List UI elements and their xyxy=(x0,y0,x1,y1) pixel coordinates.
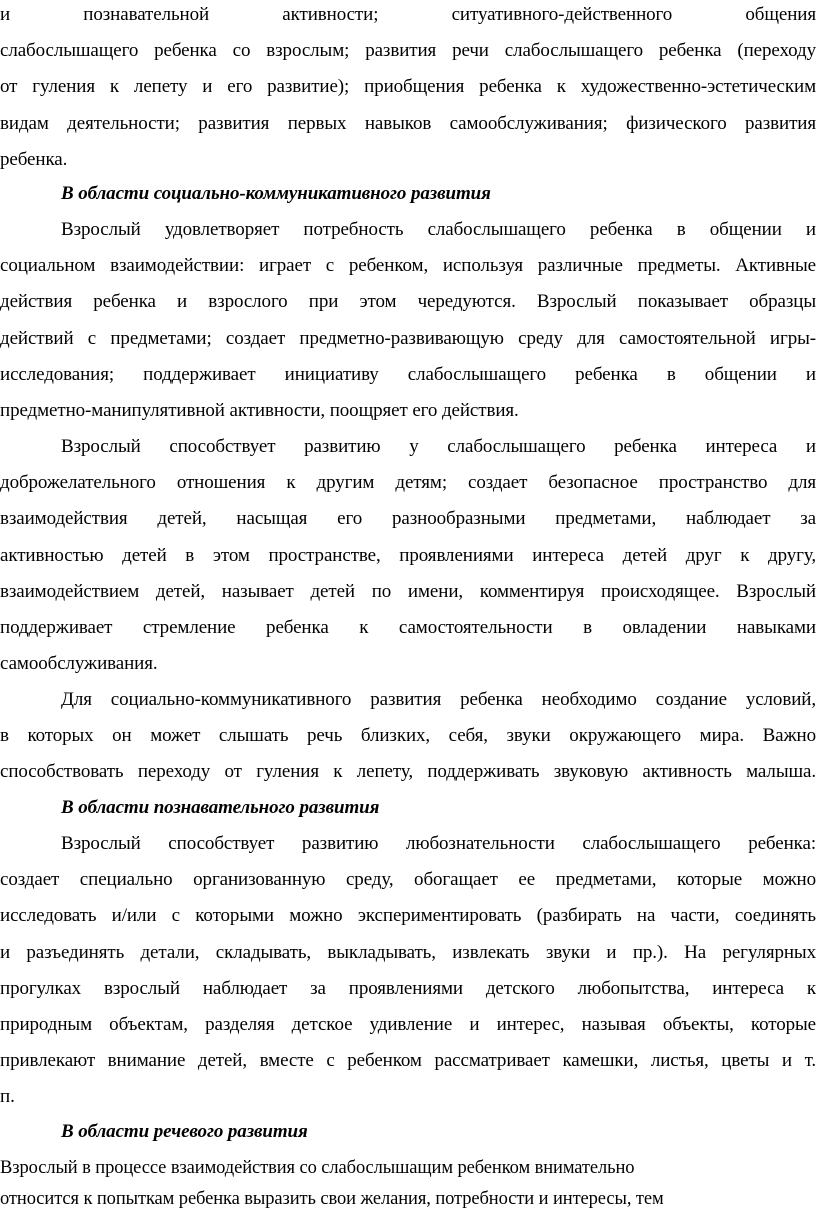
text-line: видам деятельности; развития первых навыков самообслуживания; физического развития xyxy=(0,112,816,134)
section-heading: В области познавательного развития xyxy=(61,797,380,818)
text-line: создает специально организованную среду, обогащает ее предметами, которые можно xyxy=(0,869,816,891)
text-line: доброжелательного отношения к другим детям; создает безопасное пространство для xyxy=(0,472,816,494)
paragraph-intro xyxy=(0,0,816,178)
section-heading: В области речевого развития xyxy=(61,1121,308,1142)
text-line: п. xyxy=(0,1086,15,1108)
text-line: Взрослый удовлетворяет потребность слабослышащего ребенка в общении и xyxy=(61,219,816,240)
text-line: взаимодействием детей, называет детей по имени, комментируя происходящее. Взрослый xyxy=(0,580,816,602)
text-line: привлекают внимание детей, вместе с ребенком рассматривает камешки, листья, цветы и т. xyxy=(0,1050,816,1072)
section-heading-cognitive xyxy=(0,790,816,826)
text-line: и познавательной активности; ситуативного-действенного общения xyxy=(0,4,816,25)
paragraph-speech-1 xyxy=(0,1153,816,1215)
text-line: активностью детей в этом пространстве, проявлениями интереса детей друг к другу, xyxy=(0,544,816,566)
text-line: в которых он может слышать речь близких, себя, звуки окружающего мира. Важно xyxy=(0,725,816,747)
text-line: самообслуживания. xyxy=(0,653,158,675)
text-line: предметно-манипулятивной активности, поощряет его действия. xyxy=(0,399,519,421)
text-line: исследовать и/или с которыми можно экспериментировать (разбирать на части, соединять xyxy=(0,905,816,927)
section-heading: В области социально-коммуникативного развития xyxy=(61,183,491,204)
text-line: Взрослый в процессе взаимодействия со слабослышащим ребенком внимательно xyxy=(0,1158,635,1178)
text-line: слабослышащего ребенка со взрослым; развития речи слабослышащего ребенка (переходу xyxy=(0,40,816,62)
text-line: Взрослый способствует развитию у слабослышащего ребенка интереса и xyxy=(61,436,816,457)
text-line: природным объектам, разделяя детское удивление и интерес, называя объекты, которые xyxy=(0,1013,816,1035)
text-line: ребенка. xyxy=(0,148,68,170)
paragraph-social-2 xyxy=(0,429,816,682)
text-line: Взрослый способствует развитию любознательности слабослышащего ребенка: xyxy=(61,833,816,854)
text-line: исследования; поддерживает инициативу слабослышащего ребенка в общении и xyxy=(0,363,816,385)
text-line: способствовать переходу от гуления к лепету, поддерживать звуковую активность малыша. xyxy=(0,761,816,783)
text-line: действий с предметами; создает предметно-развивающую среду для самостоятельной игры- xyxy=(0,327,816,349)
text-line: относится к попыткам ребенка выразить свои желания, потребности и интересы, тем xyxy=(0,1189,664,1209)
section-heading-social xyxy=(0,176,816,212)
text-line: взаимодействия детей, насыщая его разнообразными предметами, наблюдает за xyxy=(0,508,816,530)
text-line: действия ребенка и взрослого при этом чередуются. Взрослый показывает образцы xyxy=(0,291,816,313)
text-line: поддерживает стремление ребенка к самостоятельности в овладении навыками xyxy=(0,616,816,638)
text-line: Для социально-коммуникативного развития ребенка необходимо создание условий, xyxy=(61,689,816,710)
text-line: социальном взаимодействии: играет с ребенком, используя различные предметы. Активные xyxy=(0,255,816,277)
text-line: и разъединять детали, складывать, выкладывать, извлекать звуки и пр.). На регулярных xyxy=(0,941,816,963)
paragraph-social-1 xyxy=(0,212,816,429)
paragraph-cognitive-1 xyxy=(0,826,816,1116)
section-heading-speech xyxy=(0,1114,816,1150)
paragraph-social-3 xyxy=(0,682,816,791)
text-line: прогулках взрослый наблюдает за проявлениями детского любопытства, интереса к xyxy=(0,977,816,999)
text-line: от гуления к лепету и его развитие); приобщения ребенка к художественно-эстетическим xyxy=(0,76,816,98)
